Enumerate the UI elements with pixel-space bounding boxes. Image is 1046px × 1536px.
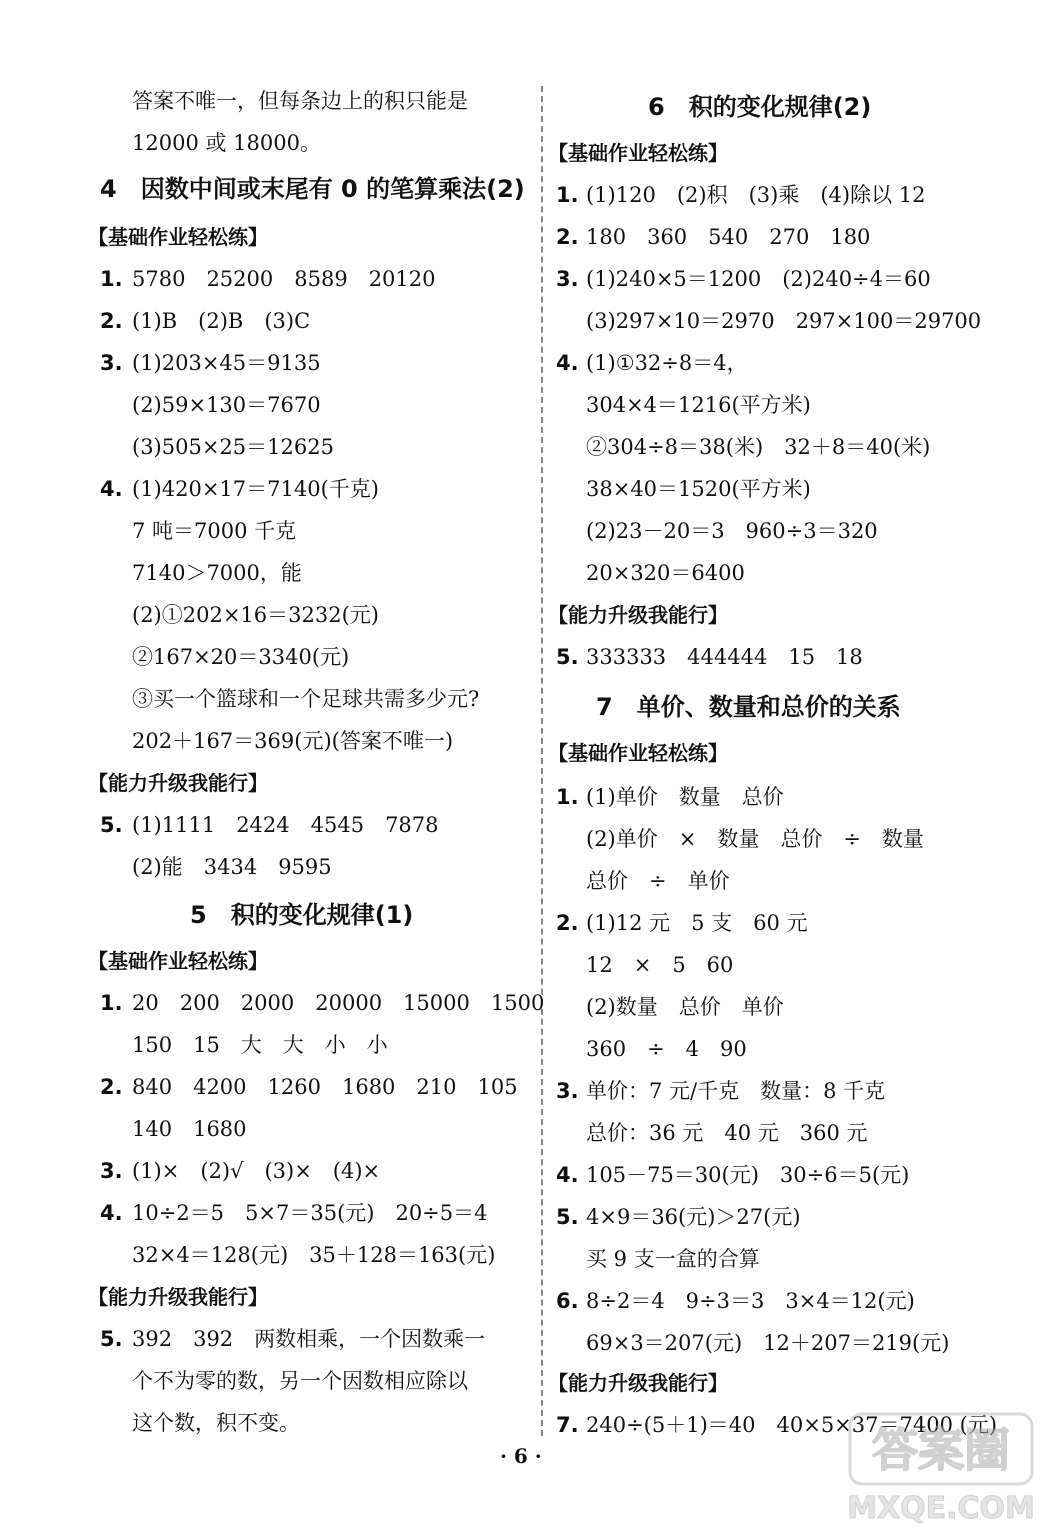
question-number: 2. — [556, 911, 579, 935]
answer-line: 38×40＝1520(平方米) — [586, 477, 811, 501]
answer-line: (1)203×45＝9135 — [132, 351, 321, 375]
question-number: 2. — [100, 1075, 123, 1099]
answer-line: (2)59×130＝7670 — [132, 393, 321, 417]
answer-line: (3)297×10＝2970 297×100＝29700 — [586, 309, 982, 333]
section-5-title: 5 积的变化规律(1) — [190, 901, 414, 929]
answer-line: 333333 444444 15 18 — [586, 645, 863, 669]
answer-line: (1)单价 数量 总价 — [586, 785, 784, 809]
answer-line: 20 200 2000 20000 15000 1500 — [132, 991, 545, 1015]
watermark-logo — [846, 1408, 1036, 1528]
answer-line: 7140＞7000，能 — [132, 561, 302, 585]
answer-line: 12 × 5 60 — [586, 953, 734, 977]
column-divider — [541, 86, 543, 1436]
answer-line: 304×4＝1216(平方米) — [586, 393, 811, 417]
answer-line: 总价：36 元 40 元 360 元 — [586, 1121, 868, 1145]
question-number: 5. — [100, 813, 123, 837]
answer-line: 150 15 大 大 小 小 — [132, 1033, 388, 1057]
question-number: 4. — [100, 477, 123, 501]
answer-line: 392 392 两数相乘，一个因数乘一 — [132, 1327, 486, 1351]
section-4-title: 4 因数中间或末尾有 0 的笔算乘法(2) — [100, 175, 525, 203]
section-7-basic-heading: 【基础作业轻松练】 — [548, 741, 728, 765]
continued-line: 答案不唯一，但每条边上的积只能是 — [132, 89, 468, 113]
answer-line: 8÷2＝4 9÷3＝3 3×4＝12(元) — [586, 1289, 915, 1313]
question-number: 7. — [556, 1413, 579, 1437]
section-4-basic-heading: 【基础作业轻松练】 — [88, 225, 268, 249]
answer-line: (3)505×25＝12625 — [132, 435, 334, 459]
answer-line: 69×3＝207(元) 12＋207＝219(元) — [586, 1331, 950, 1355]
question-number: 4. — [100, 1201, 123, 1225]
answer-line: 840 4200 1260 1680 210 105 — [132, 1075, 518, 1099]
section-6-basic-heading: 【基础作业轻松练】 — [548, 141, 728, 165]
answer-line: 5780 25200 8589 20120 — [132, 267, 436, 291]
answer-line: 140 1680 — [132, 1117, 247, 1141]
watermark-text-bottom: MXQE.COM — [847, 1491, 1035, 1526]
answer-line: (2)数量 总价 单价 — [586, 995, 784, 1019]
section-5-ability-heading: 【能力升级我能行】 — [88, 1285, 268, 1309]
question-number: 5. — [556, 1205, 579, 1229]
answer-line: 360 ÷ 4 90 — [586, 1037, 747, 1061]
answer-line: 32×4＝128(元) 35＋128＝163(元) — [132, 1243, 496, 1267]
page-number: · 6 · — [500, 1444, 542, 1468]
answer-line: 105－75＝30(元) 30÷6＝5(元) — [586, 1163, 910, 1187]
answer-line: 240÷(5＋1)＝40 40×5×37＝7400 (元) — [586, 1413, 998, 1437]
answer-line: (1)B (2)B (3)C — [132, 309, 311, 333]
section-6-title: 6 积的变化规律(2) — [648, 93, 872, 121]
answer-line: (1)420×17＝7140(千克) — [132, 477, 379, 501]
answer-line: ②167×20＝3340(元) — [132, 645, 350, 669]
answer-line: (2)23－20＝3 960÷3＝320 — [586, 519, 878, 543]
question-number: 4. — [556, 1163, 579, 1187]
watermark-text-top: 答案圈 — [872, 1423, 1010, 1477]
answer-line: 买 9 支一盒的合算 — [586, 1247, 760, 1271]
question-number: 3. — [556, 1079, 579, 1103]
answer-line: (1)240×5＝1200 (2)240÷4＝60 — [586, 267, 931, 291]
question-number: 2. — [556, 225, 579, 249]
answer-line: 4×9＝36(元)＞27(元) — [586, 1205, 801, 1229]
question-number: 6. — [556, 1289, 579, 1313]
question-number: 1. — [556, 183, 579, 207]
question-number: 3. — [556, 267, 579, 291]
section-5-basic-heading: 【基础作业轻松练】 — [88, 949, 268, 973]
answer-line: (1)1111 2424 4545 7878 — [132, 813, 439, 837]
section-7-title: 7 单价、数量和总价的关系 — [596, 693, 901, 721]
section-7-ability-heading: 【能力升级我能行】 — [548, 1371, 728, 1395]
answer-line: 10÷2＝5 5×7＝35(元) 20÷5＝4 — [132, 1201, 488, 1225]
answer-line: ②304÷8＝38(米) 32＋8＝40(米) — [586, 435, 931, 459]
answer-line: 20×320＝6400 — [586, 561, 745, 585]
question-number: 5. — [556, 645, 579, 669]
question-number: 5. — [100, 1327, 123, 1351]
continued-line: 12000 或 18000。 — [132, 131, 321, 155]
section-6-ability-heading: 【能力升级我能行】 — [548, 603, 728, 627]
answer-line: 单价：7 元/千克 数量：8 千克 — [586, 1079, 886, 1103]
question-number: 3. — [100, 1159, 123, 1183]
answer-line: 180 360 540 270 180 — [586, 225, 871, 249]
answer-line: 总价 ÷ 单价 — [586, 869, 730, 893]
section-4-ability-heading: 【能力升级我能行】 — [88, 771, 268, 795]
question-number: 3. — [100, 351, 123, 375]
answer-line: (1)× (2)√ (3)× (4)× — [132, 1159, 381, 1183]
question-number: 1. — [556, 785, 579, 809]
answer-line: 202＋167＝369(元)(答案不唯一) — [132, 729, 454, 753]
answer-line: (2)①202×16＝3232(元) — [132, 603, 379, 627]
question-number: 1. — [100, 267, 123, 291]
answer-line: 个不为零的数，另一个因数相应除以 — [132, 1369, 468, 1393]
answer-line: (2)单价 × 数量 总价 ÷ 数量 — [586, 827, 924, 851]
question-number: 2. — [100, 309, 123, 333]
answer-line: (2)能 3434 9595 — [132, 855, 332, 879]
answer-line: (1)120 (2)积 (3)乘 (4)除以 12 — [586, 183, 926, 207]
answer-line: 这个数，积不变。 — [132, 1411, 300, 1435]
question-number: 1. — [100, 991, 123, 1015]
answer-line: 7 吨＝7000 千克 — [132, 519, 297, 543]
answer-line: (1)①32÷8＝4， — [586, 351, 748, 375]
answer-line: (1)12 元 5 支 60 元 — [586, 911, 808, 935]
answer-line: ③买一个篮球和一个足球共需多少元? — [132, 687, 480, 711]
question-number: 4. — [556, 351, 579, 375]
